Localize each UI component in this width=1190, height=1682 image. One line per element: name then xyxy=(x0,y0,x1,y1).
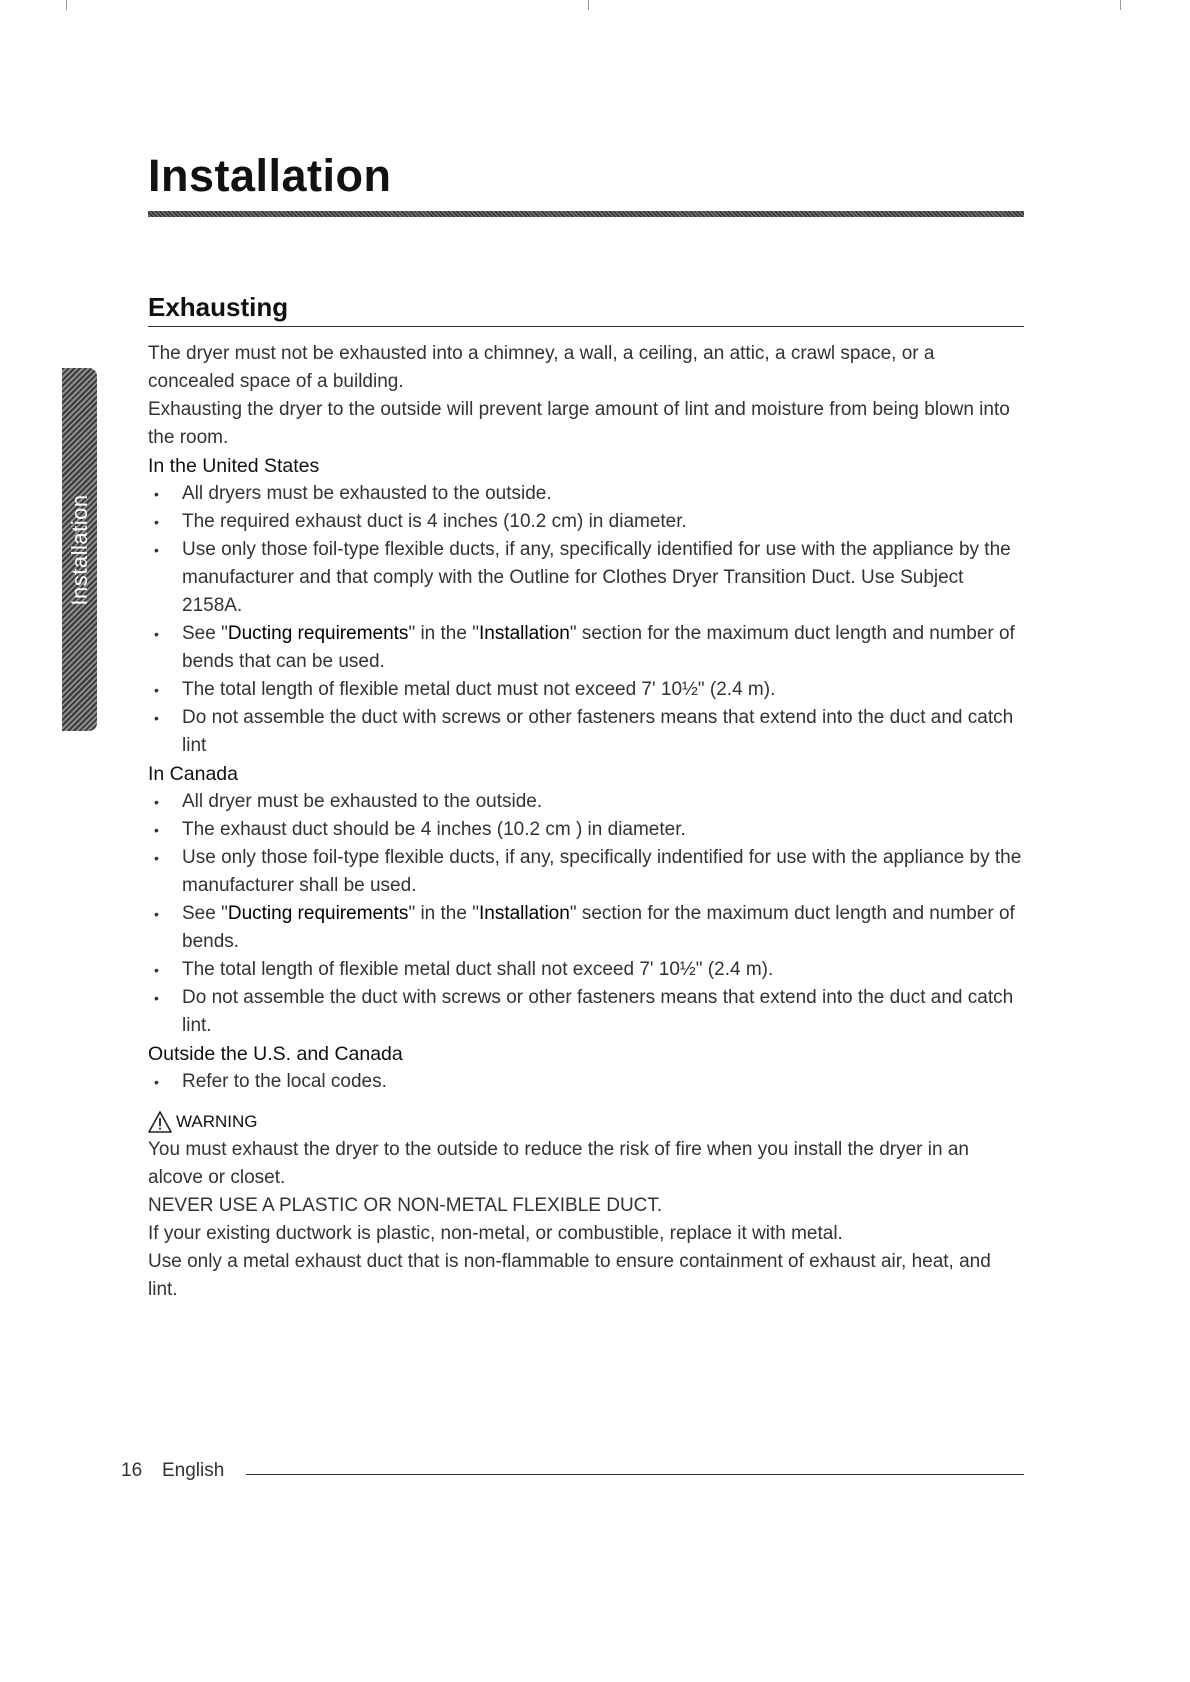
list-item: • The exhaust duct should be 4 inches (10.2 cm ) in diameter. xyxy=(148,816,1024,844)
main-content xyxy=(148,340,1024,1304)
text: " in the " xyxy=(408,623,479,644)
warning-paragraph-4: Use only a metal exhaust duct that is non-flammable to ensure containment of exhaust air, heat, and lint. xyxy=(148,1251,991,1300)
text: " section for the maximum duct length and number of bends that can be used. xyxy=(182,623,1015,672)
installation-ref: Installation xyxy=(478,903,570,924)
ducting-requirements-ref: Ducting requirements xyxy=(227,623,409,644)
text: See " xyxy=(182,623,228,644)
canada-list xyxy=(148,788,1024,1040)
installation-ref: Installation xyxy=(478,623,570,644)
list-item: • Refer to the local codes. xyxy=(148,1068,1024,1096)
warning-icon xyxy=(148,1111,172,1133)
warning-paragraph-1: You must exhaust the dryer to the outside to reduce the risk of fire when you install the dryer in an alcove or closet. xyxy=(148,1139,969,1188)
list-item: • Do not assemble the duct with screws or other fasteners means that extend into the duct and catch lint. xyxy=(148,984,1024,1040)
footer-rule xyxy=(246,1474,1024,1475)
list-item: • Do not assemble the duct with screws or other fasteners means that extend into the duct and catch lint xyxy=(148,704,1024,760)
outside-list xyxy=(148,1068,1024,1096)
us-heading: In the United States xyxy=(148,455,320,477)
list-item: • Use only those foil-type flexible ducts, if any, specifically identified for use with the appliance by the manufacturer and that comply with the Outline for Clothes Dryer Transition Duct. Use Subject 2158A. xyxy=(148,536,1024,620)
warning-paragraph-2: NEVER USE A PLASTIC OR NON-METAL FLEXIBLE DUCT. xyxy=(148,1195,663,1216)
list-item: • The required exhaust duct is 4 inches (10.2 cm) in diameter. xyxy=(148,508,1024,536)
side-tab xyxy=(62,368,97,731)
list-item: • Use only those foil-type flexible ducts, if any, specifically indentified for use with the appliance by the manufacturer shall be used. xyxy=(148,844,1024,900)
section-heading: Exhausting xyxy=(148,292,289,322)
text: See " xyxy=(182,903,228,924)
section-rule xyxy=(148,326,1024,327)
list-item: • All dryers must be exhausted to the outside. xyxy=(148,480,1024,508)
list-item xyxy=(148,900,1024,956)
text: " section for the maximum duct length and number of bends. xyxy=(182,903,1015,952)
list-item: • All dryer must be exhausted to the outside. xyxy=(148,788,1024,816)
outside-heading: Outside the U.S. and Canada xyxy=(148,1043,403,1065)
warning-heading xyxy=(148,1108,1024,1136)
text: " in the " xyxy=(408,903,479,924)
warning-title: WARNING xyxy=(176,1112,258,1131)
us-list xyxy=(148,480,1024,760)
ducting-requirements-ref: Ducting requirements xyxy=(227,903,409,924)
intro-paragraph-1: The dryer must not be exhausted into a chimney, a wall, a ceiling, an attic, a crawl space, or a concealed space of a building. xyxy=(148,343,935,392)
list-item: • The total length of flexible metal duct must not exceed 7' 10½" (2.4 m). xyxy=(148,676,1024,704)
crop-mark-center xyxy=(588,0,589,10)
warning-paragraph-3: If your existing ductwork is plastic, non-metal, or combustible, replace it with metal. xyxy=(148,1223,843,1244)
canada-heading: In Canada xyxy=(148,763,238,785)
crop-mark-left xyxy=(66,0,67,10)
list-item: • The total length of flexible metal duct shall not exceed 7' 10½" (2.4 m). xyxy=(148,956,1024,984)
page-number: 16 xyxy=(121,1460,143,1481)
crop-mark-right xyxy=(1120,0,1121,10)
intro-paragraph-2: Exhausting the dryer to the outside will prevent large amount of lint and moisture from being blown into the room. xyxy=(148,399,1010,448)
page-title: Installation xyxy=(148,150,392,201)
footer-language: English xyxy=(162,1460,225,1481)
title-rule xyxy=(148,211,1024,217)
side-tab-label: Installation xyxy=(66,493,92,606)
list-item xyxy=(148,620,1024,676)
